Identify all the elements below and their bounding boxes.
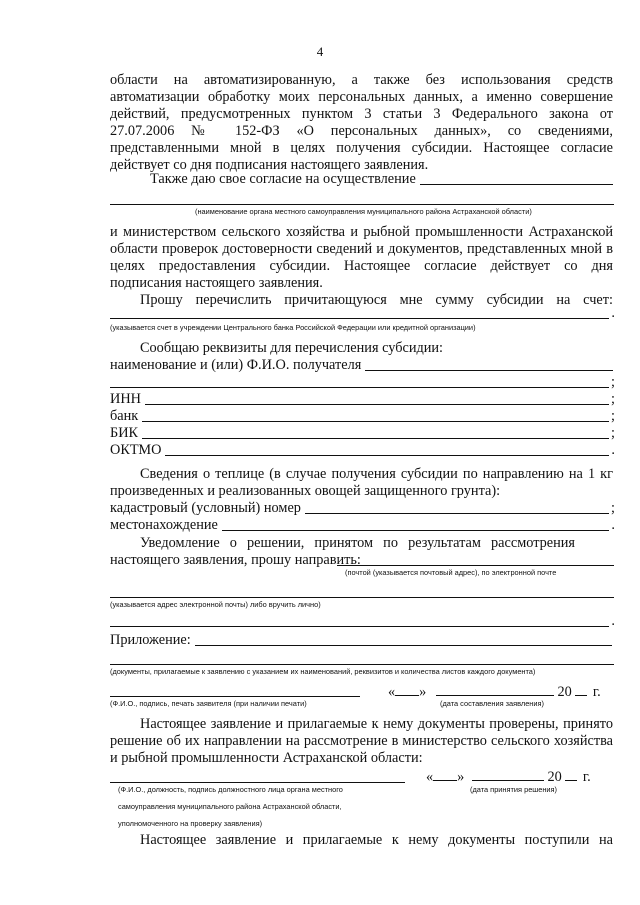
location-row	[110, 516, 615, 534]
bik-fill[interactable]	[142, 437, 609, 439]
decision-month-fill[interactable]	[472, 768, 544, 781]
bik-label: БИК	[110, 425, 139, 441]
decision-close-quote: »	[457, 769, 465, 785]
caption-mail: (почтой (указывается почтовый адрес), по электронной почте	[345, 568, 557, 577]
year-fill[interactable]	[575, 683, 587, 696]
caption-official-3: уполномоченного на проверку заявления)	[118, 819, 263, 828]
attachment-fill[interactable]	[195, 644, 612, 646]
oktmo-period: .	[611, 442, 615, 458]
notification-row-end	[110, 612, 615, 630]
caption-official-2: самоуправления муниципального района Астраханской области,	[118, 802, 342, 811]
decision-year-prefix: 20	[547, 769, 562, 785]
recipient-label: наименование и (или) Ф.И.О. получателя	[110, 357, 362, 373]
recipient-fill-2[interactable]	[110, 386, 609, 388]
bank-semicolon: ;	[611, 408, 615, 424]
caption-official-1: (Ф.И.О., должность, подпись должностного лица органа местного	[118, 785, 343, 794]
inn-row	[110, 390, 615, 408]
caption-organ: (наименование органа местного самоуправления муниципального района Астраханской области)	[195, 207, 532, 216]
decision-open-quote: «	[426, 769, 434, 785]
recipient-row	[110, 356, 615, 374]
date-open-quote: «	[388, 684, 396, 700]
applicant-sign-line[interactable]	[110, 696, 360, 697]
cadastral-row	[110, 499, 615, 517]
caption-email: (указывается адрес электронной почты) либо вручить лично)	[110, 600, 321, 609]
caption-account: (указывается счет в учреждении Центрального банка Российской Федерации или кредитной организации)	[110, 323, 476, 332]
account-fill[interactable]	[110, 317, 609, 319]
caption-documents: (документы, прилагаемые к заявлению с указанием их наименований, реквизитов и количества листов каждого документа)	[110, 667, 536, 676]
email-line[interactable]	[110, 597, 614, 598]
year-prefix: 20	[557, 684, 572, 700]
inn-fill[interactable]	[145, 403, 609, 405]
requisites-intro: Сообщаю реквизиты для перечисления субсидии:	[140, 340, 444, 356]
day-fill[interactable]	[395, 683, 419, 696]
account-period: .	[611, 305, 615, 321]
location-label: местонахождение	[110, 517, 218, 533]
notification-paragraph: Уведомление о решении, принятом по результатам рассмотрения настоящего заявления, прошу направить:	[110, 535, 575, 568]
month-fill[interactable]	[436, 683, 554, 696]
bik-row	[110, 424, 615, 442]
cadastral-label: кадастровый (условный) номер	[110, 500, 301, 516]
cadastral-semicolon: ;	[611, 500, 615, 516]
received-paragraph: Настоящее заявление и прилагаемые к нему документы поступили на	[140, 832, 613, 848]
documents-line[interactable]	[110, 664, 614, 665]
notification-fill[interactable]	[110, 625, 609, 627]
transfer-paragraph: Прошу перечислить причитающуюся мне сумму субсидии на счет:	[140, 292, 613, 308]
oktmo-label: ОКТМО	[110, 442, 162, 458]
caption-decision-date: (дата принятия решения)	[470, 785, 558, 794]
bank-fill[interactable]	[142, 420, 609, 422]
date-close-quote: »	[419, 684, 427, 700]
consent-organ-fill[interactable]	[420, 183, 613, 185]
consent-also-row	[110, 170, 615, 188]
notification-line[interactable]	[337, 565, 614, 566]
caption-app-date: (дата составления заявления)	[440, 699, 544, 708]
greenhouse-paragraph: Сведения о теплице (в случае получения субсидии по направлению на 1 кг произведенных и реализованных овощей защищенного грунта):	[110, 466, 613, 499]
recipient-row-2	[110, 373, 615, 391]
oktmo-row	[110, 441, 615, 459]
official-sign-line[interactable]	[110, 782, 405, 783]
ministry-paragraph: и министерством сельского хозяйства и рыбной промышленности Астраханской области проверок достоверности сведений и документов, представленных мной в целях предоставления субсидии. Настоящее согласие действует со дня подписания настоящего заявления.	[110, 224, 613, 291]
decision-day-fill[interactable]	[433, 768, 457, 781]
oktmo-fill[interactable]	[165, 454, 609, 456]
organ-line[interactable]	[110, 204, 614, 205]
bik-semicolon: ;	[611, 425, 615, 441]
recipient-semicolon: ;	[611, 374, 615, 390]
account-row	[110, 304, 615, 322]
year-suffix: г.	[592, 684, 601, 700]
checked-paragraph: Настоящее заявление и прилагаемые к нему документы проверены, принято решение об их направлении на рассмотрение в министерство сельского хозяйства и рыбной промышленности Астраханской области:	[110, 716, 613, 766]
bank-row	[110, 407, 615, 425]
consent-continuation: области на автоматизированную, а также без использования средств автоматизации обработку моих персональных данных, а именно совершение действий, предусмотренных пунктом 3 статьи 3 Федерального закона от 27.07.2006 № 152-ФЗ «О персональных данных», со сведениями, представленными мной в целях получения субсидии. Настоящее согласие действует со дня подписания настоящего заявления.	[110, 72, 613, 173]
cadastral-fill[interactable]	[305, 512, 609, 514]
attachment-row	[110, 631, 614, 649]
location-fill[interactable]	[222, 529, 610, 531]
decision-date	[426, 768, 591, 786]
caption-applicant: (Ф.И.О., подпись, печать заявителя (при наличии печати)	[110, 699, 307, 708]
notification-period: .	[611, 613, 615, 629]
page-number: 4	[316, 44, 324, 59]
inn-label: ИНН	[110, 391, 141, 407]
recipient-fill[interactable]	[365, 369, 613, 371]
bank-label: банк	[110, 408, 139, 424]
attachment-label: Приложение:	[110, 632, 191, 648]
location-period: .	[611, 517, 615, 533]
consent-also-text: Также даю свое согласие на осуществление	[150, 171, 416, 187]
decision-year-fill[interactable]	[565, 768, 577, 781]
decision-year-suffix: г.	[582, 769, 591, 785]
inn-semicolon: ;	[611, 391, 615, 407]
